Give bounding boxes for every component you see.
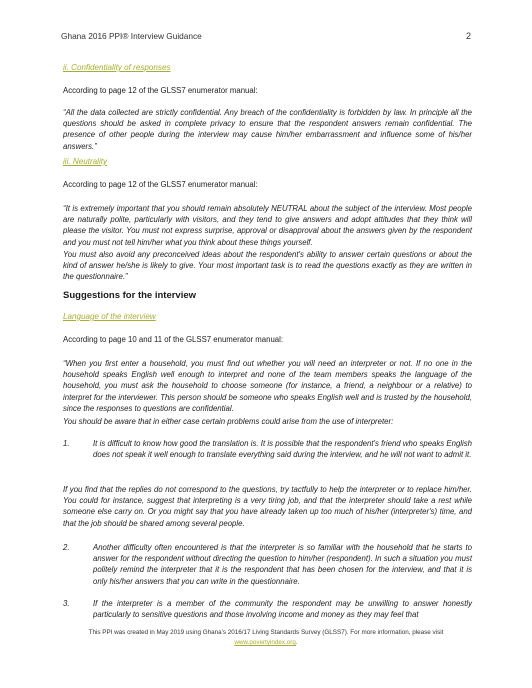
item-text: If the interpreter is a member of the community the respondent may be unwilling to answer honestly particularly to sensitive questions and those involving income and money as they may feel that (93, 599, 472, 620)
numbered-item-2 (63, 542, 472, 587)
confidentiality-heading[interactable]: ii. Confidentiality of responses (63, 63, 171, 72)
neutrality-heading[interactable]: iii. Neutrality (63, 157, 108, 166)
page-header (61, 31, 471, 41)
numbered-item-1 (63, 438, 472, 460)
page-footer (40, 628, 492, 648)
language-para-1: “When you first enter a household, you must find out whether you will need an interpreter or not. If no one in the household speaks English well enough to interpret and none of the team members speaks the language of the household, you must ask the household to choose someone (for instance, a friend, a neighbour or a relative) to interpret for the interviewer. This person should be someone who speaks English well and is trusted by the household, since the responses to questions are confidential. (63, 359, 472, 413)
item-number: 3. (63, 599, 70, 608)
numbered-item-3 (63, 598, 472, 620)
neutrality-intro: According to page 12 of the GLSS7 enumerator manual: (63, 180, 258, 189)
item-text: Another difficulty often encountered is that the interpreter is so familiar with the household that he starts to answer for the respondent without directing the question to him/her (respondent). In such a situation you must politely remind the interpreter that it is the respondent that has been chosen for the interview, and that it is only his/her answers that you can write in the questionnaire. (93, 543, 472, 586)
suggestions-title: Suggestions for the interview (63, 290, 197, 301)
header-title: Ghana 2016 PPI® Interview Guidance (61, 31, 202, 41)
page-number: 2 (465, 31, 471, 41)
neutrality-quote-1: “It is extremely important that you should remain absolutely NEUTRAL about the subject of the interview. Most people are naturally polite, particularly with visitors, and they tend to give answers and adopt attitudes that they think will please the visitor. You must not express surprise, approval or disapproval about the answers given by the respondent and you must not tell him/her what you think about these things yourself. (63, 204, 472, 247)
confidentiality-quote: “All the data collected are strictly confidential. Any breach of the confidentiality is forbidden by law. In principle all the questions should be asked in complete privacy to ensure that the respondent answers remain confidential. The presence of other people during the interview may cause him/her embarrassment and influence some of his/her answers.” (63, 108, 472, 151)
footer-text: This PPI was created in May 2019 using Ghana’s 2016/17 Living Standards Survey (GLSS7). For more information, please visit (88, 629, 444, 636)
item-number: 2. (63, 543, 70, 552)
language-para-2: You should be aware that in either case certain problems could arise from the use of interpreter: (63, 417, 394, 426)
item-text: It is difficult to know how good the translation is. It is possible that the respondent's friend who speaks English does not speak it well enough to translate everything said during the interview, and he will not want to admit it. (93, 439, 472, 460)
language-intro: According to page 10 and 11 of the GLSS7 enumerator manual: (63, 335, 284, 344)
item-number: 1. (63, 439, 70, 448)
replies-paragraph: If you find that the replies do not correspond to the questions, try tactfully to help the interpreter or to replace him/her. You could for instance, suggest that interpreting is a very tiring job, and that the interpreter should take a rest while someone else carry on. Or you might say that you have already taken up too much of his/her (interpreter's) time, and that the job should be shared among several people. (63, 485, 472, 528)
confidentiality-intro: According to page 12 of the GLSS7 enumerator manual: (63, 86, 258, 95)
footer-link[interactable]: www.povertyindex.org (234, 639, 296, 646)
neutrality-quote-2: You must also avoid any preconceived ideas about the respondent's ability to answer certain questions or about the kind of answer he/she is likely to give. Your most important task is to read the questions exactly as they are written in the questionnaire.” (63, 250, 472, 282)
footer-link-suffix: . (295, 639, 298, 646)
language-subheading[interactable]: Language of the interview (63, 312, 156, 321)
